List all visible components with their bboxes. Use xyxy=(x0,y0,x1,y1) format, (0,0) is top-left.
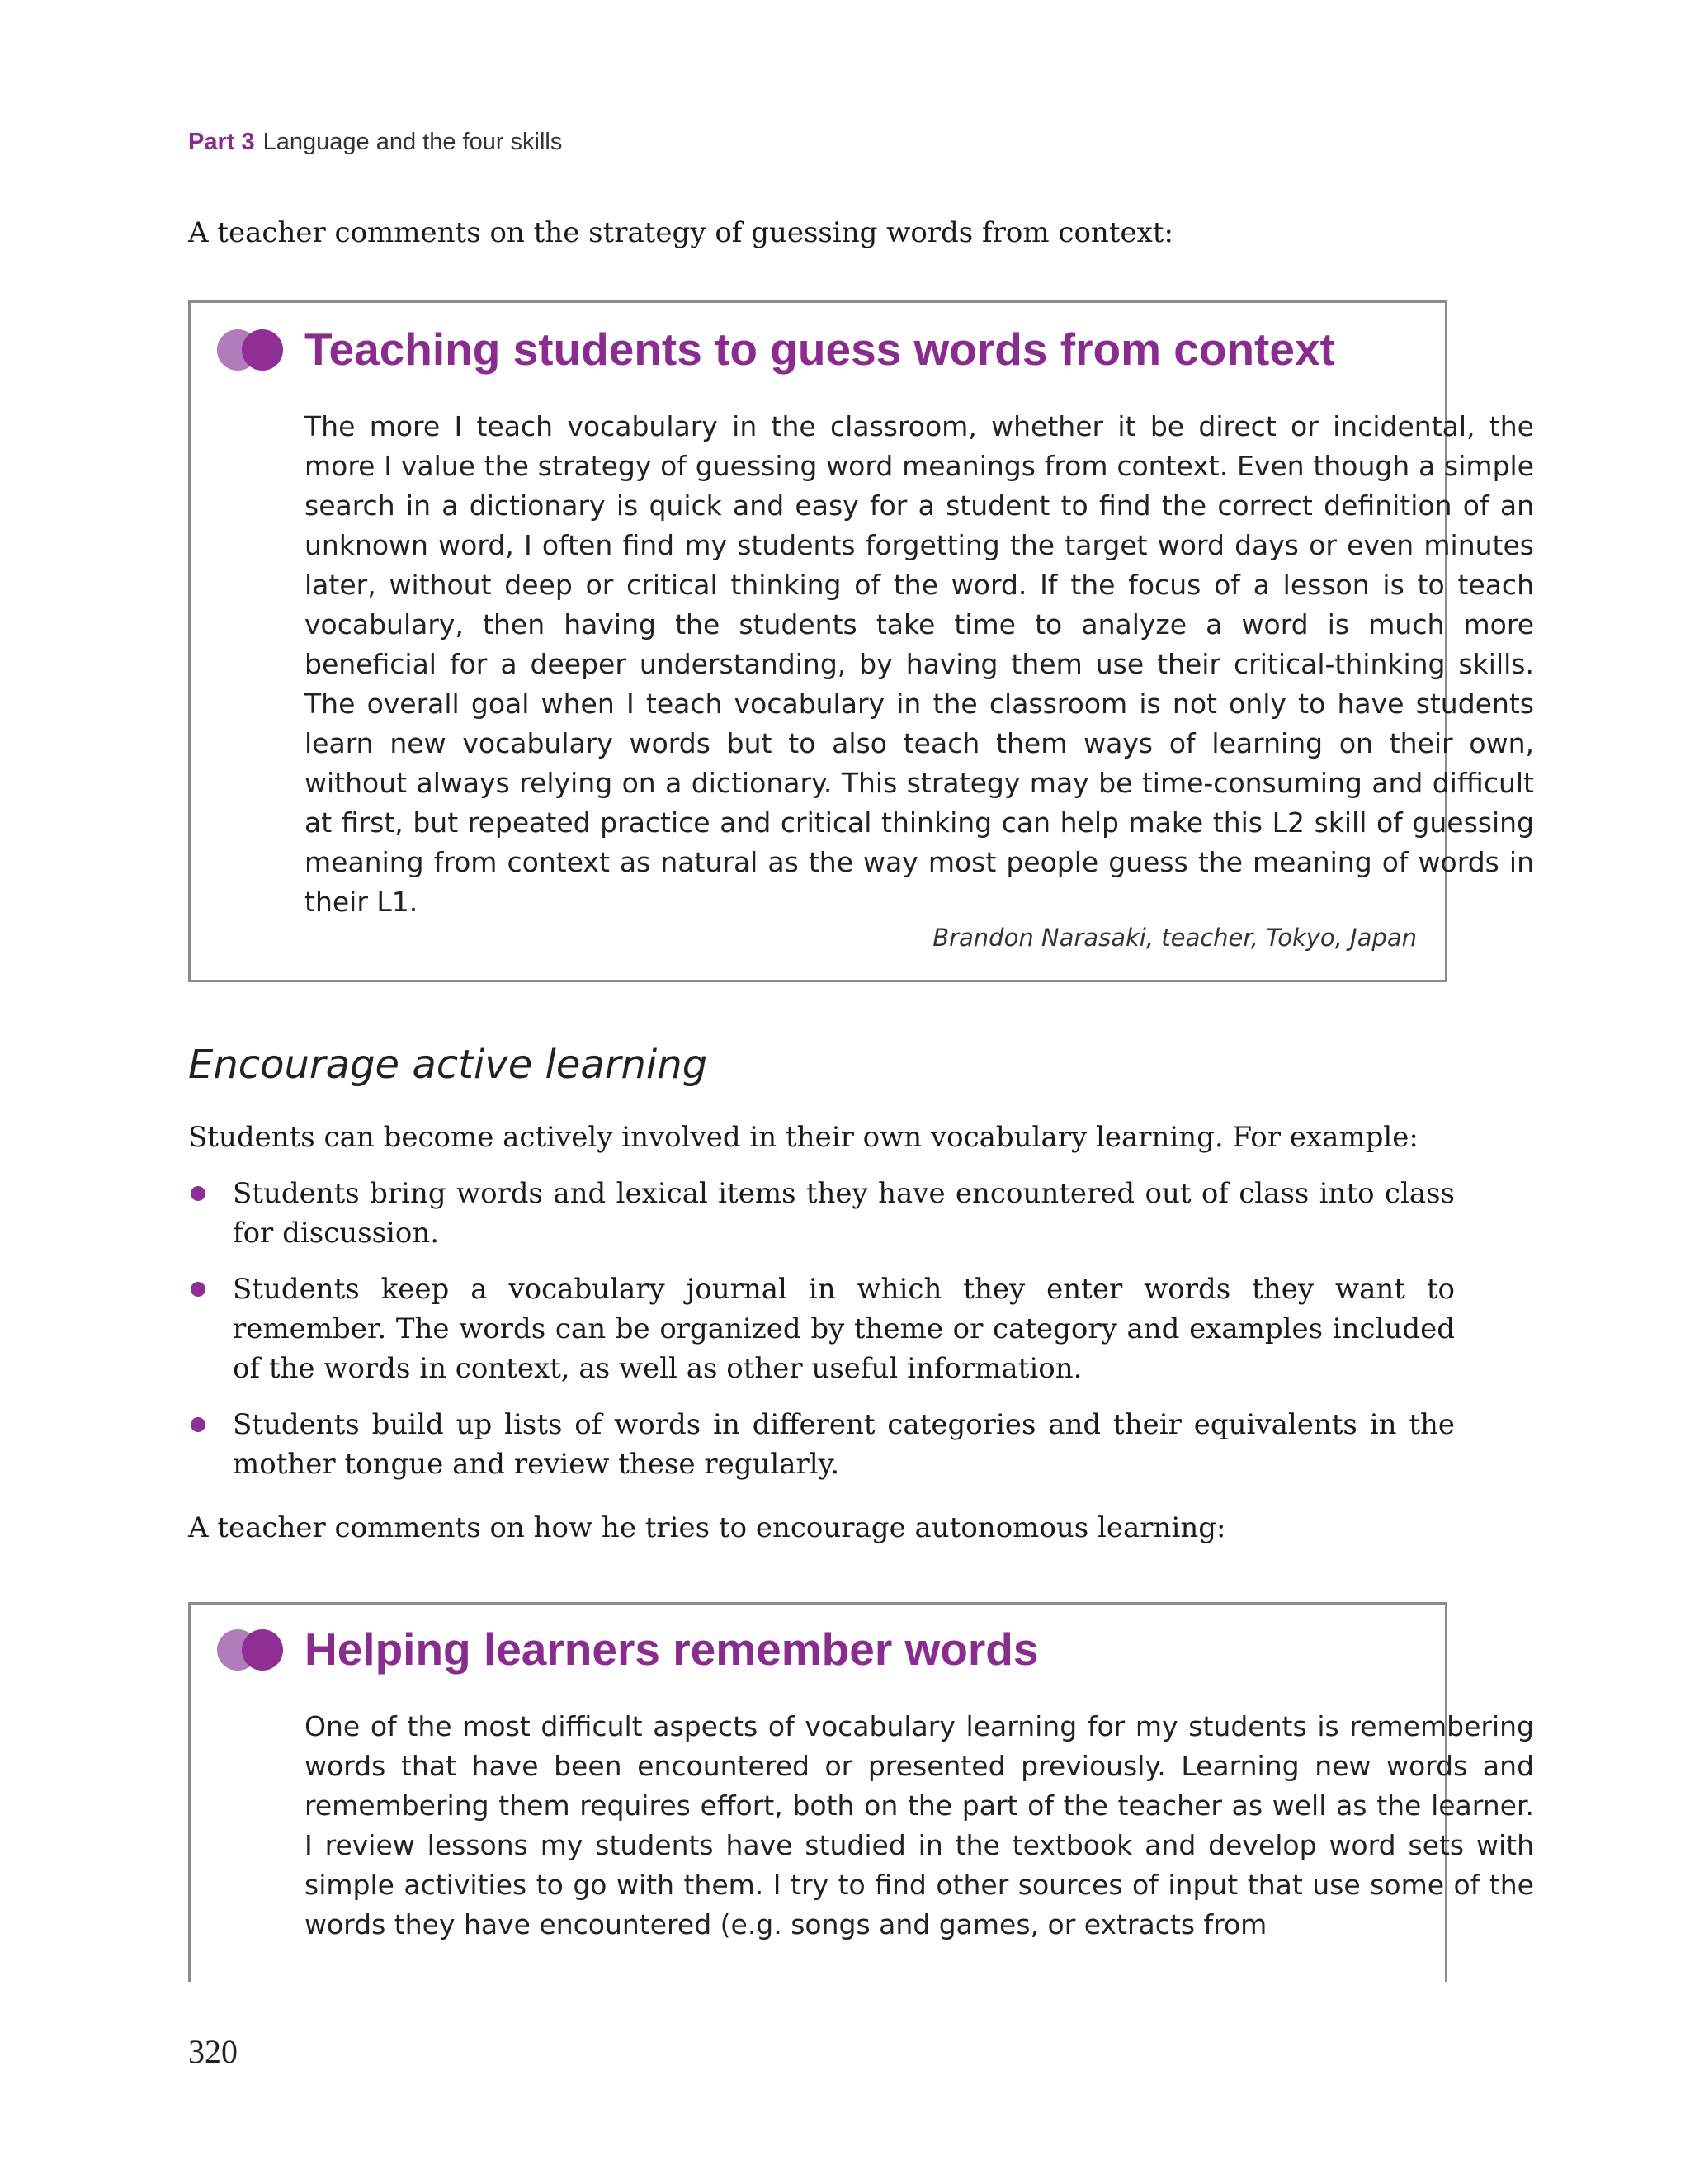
box-body: One of the most difficult aspects of vocabulary learning for my students is remembering words that have been encountered or presented previously. Learning new words and remembering them requires effort, both on the part of the teacher as well as the learner. I review lessons my students have studied in the textbook and develop word sets with simple activities to go with them. I try to find other sources of input that use some of the words they have encountered (e.g. songs and games, or extracts from xyxy=(304,1710,1534,1941)
bullet-icon xyxy=(191,1417,205,1432)
list-item xyxy=(188,1174,1455,1253)
bullet-icon xyxy=(191,1282,205,1297)
part-title: Language and the four skills xyxy=(262,129,563,155)
attribution: Brandon Narasaki, teacher, Tokyo, Japan xyxy=(932,924,1417,952)
intro-paragraph-2: A teacher comments on how he tries to encourage autonomous learning: xyxy=(188,1511,1226,1544)
intro-paragraph-1: A teacher comments on the strategy of guessing words from context: xyxy=(188,216,1173,249)
bullet-icon xyxy=(191,1186,205,1201)
list-item-text: Students build up lists of words in different categories and their equivalents in the mother tongue and review these regularly. xyxy=(233,1408,1455,1481)
page-number: 320 xyxy=(188,2033,238,2070)
list-item-text: Students bring words and lexical items they have encountered out of class into class for discussion. xyxy=(233,1177,1455,1250)
box-body: The more I teach vocabulary in the classroom, whether it be direct or incidental, the more I value the strategy of guessing word meanings from context. Even though a simple search in a dictionary is quick and easy for a student to find the correct definition of an unknown word, I often find my students forgetting the target word days or even minutes later, without deep or critical thinking of the word. If the focus of a lesson is to teach vocabulary, then having the students take time to analyze a word is much more beneficial for a deeper understanding, by having them use their critical-thinking skills. The overall goal when I teach vocabulary in the classroom is not only to have students learn new vocabulary words but to also teach them ways of learning on their own, without always relying on a dictionary. This strategy may be time-consuming and difficult at first, but repeated practice and critical thinking can help make this L2 skill of guessing meaning from context as natural as the way most people guess the meaning of words in their L1. xyxy=(304,410,1534,918)
section-lead: Students can become actively involved in their own vocabulary learning. For example: xyxy=(188,1121,1419,1154)
bullet-list xyxy=(188,1174,1455,1501)
double-circle-icon xyxy=(217,1629,285,1671)
list-item-text: Students keep a vocabulary journal in which they enter words they want to remember. The words can be organized by theme or category and examples included of the words in context, as well as other useful information. xyxy=(233,1273,1455,1385)
teacher-comment-box-2 xyxy=(188,1602,1534,1982)
running-head xyxy=(188,129,562,156)
section-heading: Encourage active learning xyxy=(188,1042,708,1088)
box-title: Helping learners remember words xyxy=(304,1624,1039,1675)
teacher-comment-box-1 xyxy=(188,300,1534,982)
box-title: Teaching students to guess words from context xyxy=(304,324,1335,375)
list-item xyxy=(188,1405,1455,1484)
double-circle-icon xyxy=(217,329,285,371)
part-label: Part 3 xyxy=(188,129,255,155)
list-item xyxy=(188,1269,1455,1388)
